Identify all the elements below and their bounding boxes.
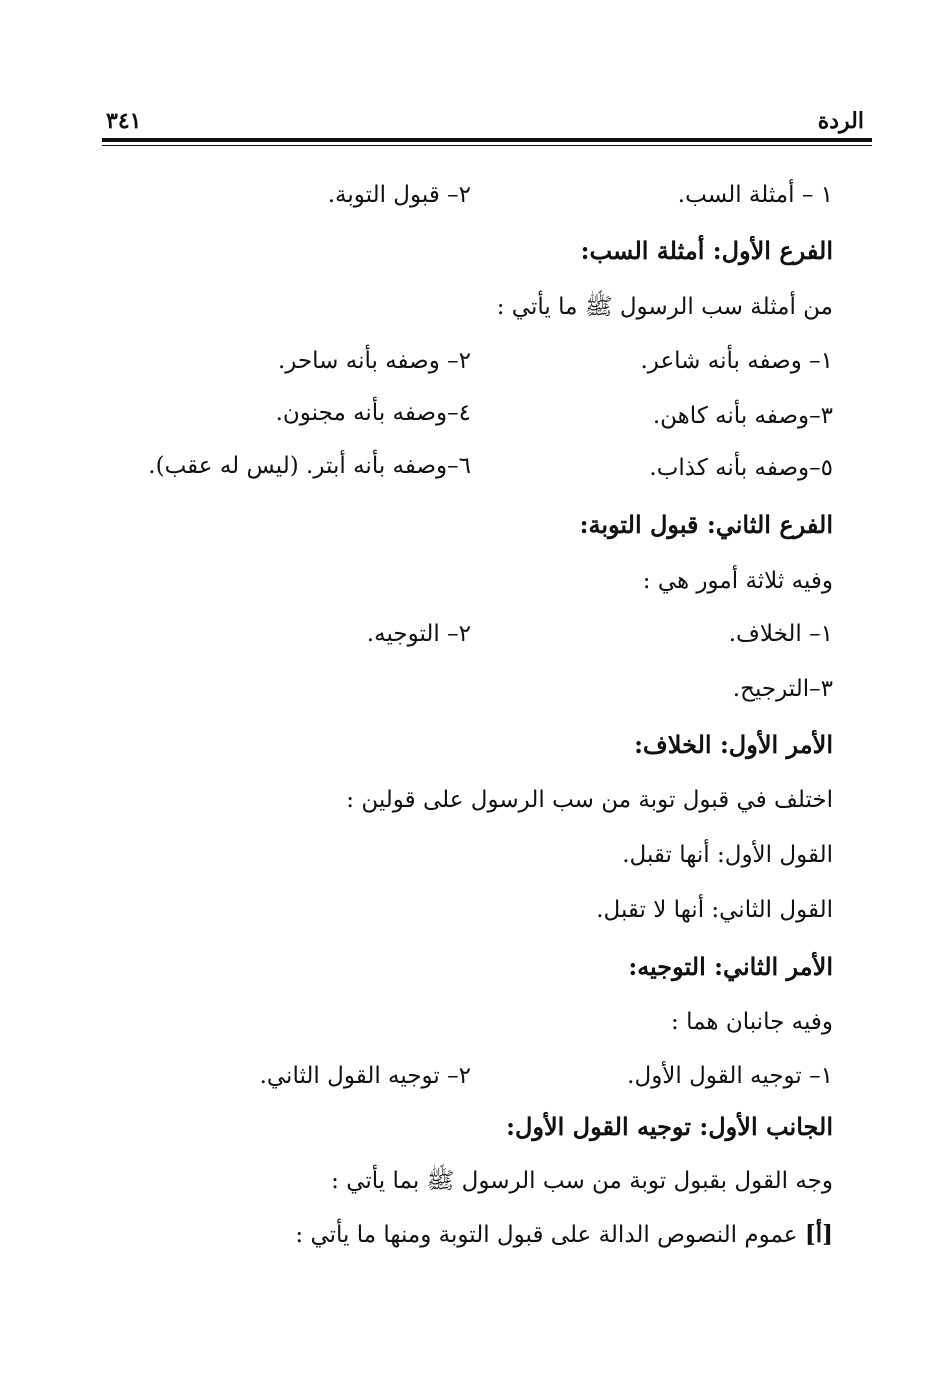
paragraph-dispute: اختلف في قبول توبة من سب الرسول على قولين : [346, 787, 833, 813]
opinion-1: القول الأول: أنها تقبل. [622, 842, 833, 868]
matter-item-3: ٣–الترجيح. [732, 676, 833, 702]
section-heading-1: الفرع الأول: أمثلة السب: [580, 236, 833, 265]
opinion-2: القول الثاني: أنها لا تقبل. [596, 897, 833, 923]
matter-item-1: ١– الخلاف. [728, 621, 833, 647]
aspect-item-1: ١– توجيه القول الأول. [627, 1063, 833, 1089]
paragraph-intro-3: وفيه جانبان هما : [671, 1009, 833, 1035]
point-marker: [أ] [804, 1221, 833, 1248]
header-rule-thick [102, 138, 872, 142]
paragraph-reasoning: وجه القول بقبول توبة من سب الرسول ﷺ بما يأتي : [331, 1168, 833, 1194]
example-item-2: ٢– وصفه بأنه ساحر. [277, 348, 471, 374]
example-item-3: ٣–وصفه بأنه كاهن. [652, 403, 833, 429]
paragraph-point-a [295, 1220, 833, 1250]
running-header [102, 100, 872, 140]
topic-list-item-1: ١ – أمثلة السب. [677, 182, 833, 208]
example-item-1: ١– وصفه بأنه شاعر. [640, 348, 833, 374]
section-heading-2: الفرع الثاني: قبول التوبة: [579, 510, 833, 539]
example-item-4: ٤–وصفه بأنه مجنون. [275, 400, 471, 426]
matter-item-2: ٢– التوجيه. [366, 621, 471, 647]
topic-list-item-2: ٢– قبول التوبة. [327, 182, 471, 208]
paragraph-intro-2: وفيه ثلاثة أمور هي : [642, 568, 833, 594]
section-heading-3: الأمر الأول: الخلاف: [634, 730, 833, 759]
example-item-5: ٥–وصفه بأنه كذاب. [649, 455, 833, 481]
section-heading-5: الجانب الأول: توجيه القول الأول: [506, 1112, 833, 1141]
header-rule-thin [102, 145, 872, 146]
chapter-title: الردة [817, 108, 864, 134]
paragraph-intro-1: من أمثلة سب الرسول ﷺ ما يأتي : [496, 294, 833, 320]
point-text: عموم النصوص الدالة على قبول التوبة ومنها ما يأتي : [295, 1222, 805, 1248]
page-number: ٣٤١ [106, 108, 142, 134]
section-heading-4: الأمر الثاني: التوجيه: [628, 952, 833, 981]
example-item-6: ٦–وصفه بأنه أبتر. (ليس له عقب). [148, 453, 471, 479]
aspect-item-2: ٢– توجيه القول الثاني. [259, 1063, 471, 1089]
